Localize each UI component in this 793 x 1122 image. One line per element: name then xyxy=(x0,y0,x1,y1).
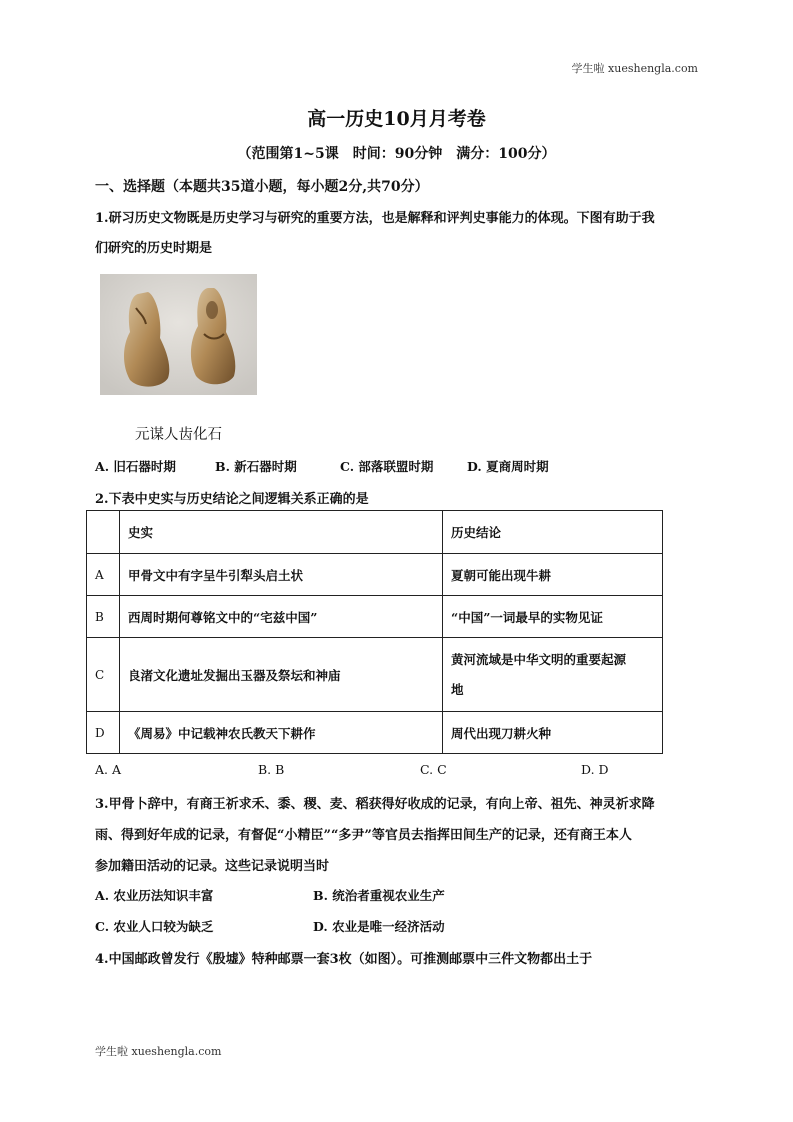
image-caption: 元谋人齿化石 xyxy=(135,427,222,443)
row-label: A xyxy=(87,554,120,596)
q3-line1: 3.甲骨卜辞中，有商王祈求禾、黍、稷、麦、稻获得好收成的记录，有向上帝、祖先、神灵祈求降 xyxy=(95,797,655,812)
q1-option-c: C. 部落联盟时期 xyxy=(340,459,434,474)
q1-option-a: A. 旧石器时期 xyxy=(95,459,176,474)
fossil-teeth-image xyxy=(100,274,257,395)
page-title: 高一历史10月月考卷 xyxy=(307,108,486,130)
row-label: C xyxy=(87,638,120,712)
row-fact: 良渚文化遗址发掘出玉器及祭坛和神庙 xyxy=(120,638,443,712)
table-row xyxy=(87,638,663,712)
section-heading: 一、选择题（本题共35道小题，每小题2分,共70分） xyxy=(95,179,429,195)
q3-line2: 雨、得到好年成的记录，有督促“小精臣”“多尹”等官员去指挥田间生产的记录，还有商王本人 xyxy=(95,828,632,843)
row-label: D xyxy=(87,712,120,754)
table-header-row xyxy=(87,511,663,554)
q3-option-b: B. 统治者重视农业生产 xyxy=(313,888,445,903)
row-fact: 甲骨文中有字呈牛引犁头启土状 xyxy=(120,554,443,596)
q3-option-a: A. 农业历法知识丰富 xyxy=(95,888,214,903)
row-fact: 西周时期何尊铭文中的“宅兹中国” xyxy=(120,596,443,638)
row-conclusion: 周代出现刀耕火种 xyxy=(443,712,663,754)
footer-site: 学生啦 xueshengla.com xyxy=(95,1045,222,1058)
row-conclusion xyxy=(443,638,663,712)
q2-option-d: D. D xyxy=(581,762,609,777)
q2-option-c: C. C xyxy=(420,762,447,777)
q4-line1: 4.中国邮政曾发行《殷墟》特种邮票一套3枚（如图）。可推测邮票中三件文物都出土于 xyxy=(95,952,593,967)
q1-option-b: B. 新石器时期 xyxy=(215,459,297,474)
row-label: B xyxy=(87,596,120,638)
table-header-conclusion: 历史结论 xyxy=(443,511,663,554)
row-conclusion: 夏朝可能出现牛耕 xyxy=(443,554,663,596)
q1-option-d: D. 夏商周时期 xyxy=(467,459,549,474)
q3-option-d: D. 农业是唯一经济活动 xyxy=(313,919,445,934)
header-site: 学生啦 xueshengla.com xyxy=(571,62,698,75)
row-conclusion: “中国”一词最早的实物见证 xyxy=(443,596,663,638)
row-conclusion-line1: 黄河流域是中华文明的重要起源 xyxy=(451,651,627,667)
table-row xyxy=(87,596,663,638)
q1-line1: 1.研习历史文物既是历史学习与研究的重要方法，也是解释和评判史事能力的体现。下图有助于我 xyxy=(95,211,655,226)
table-header-fact: 史实 xyxy=(120,511,443,554)
table-row xyxy=(87,554,663,596)
page-subtitle: （范围第1~5课 时间：90分钟 满分：100分） xyxy=(237,146,556,162)
q3-line3: 参加籍田活动的记录。这些记录说明当时 xyxy=(95,859,330,874)
q1-line2: 们研究的历史时期是 xyxy=(95,241,213,256)
row-fact: 《周易》中记载神农氏教天下耕作 xyxy=(120,712,443,754)
table-row xyxy=(87,712,663,754)
q3-option-c: C. 农业人口较为缺乏 xyxy=(95,919,214,934)
q2-stem: 2.下表中史实与历史结论之间逻辑关系正确的是 xyxy=(95,492,369,507)
q2-option-b: B. B xyxy=(258,762,285,777)
table-header-cell xyxy=(87,511,120,554)
q2-table xyxy=(86,510,663,754)
q2-option-a: A. A xyxy=(95,762,122,777)
row-conclusion-line2: 地 xyxy=(451,681,464,697)
